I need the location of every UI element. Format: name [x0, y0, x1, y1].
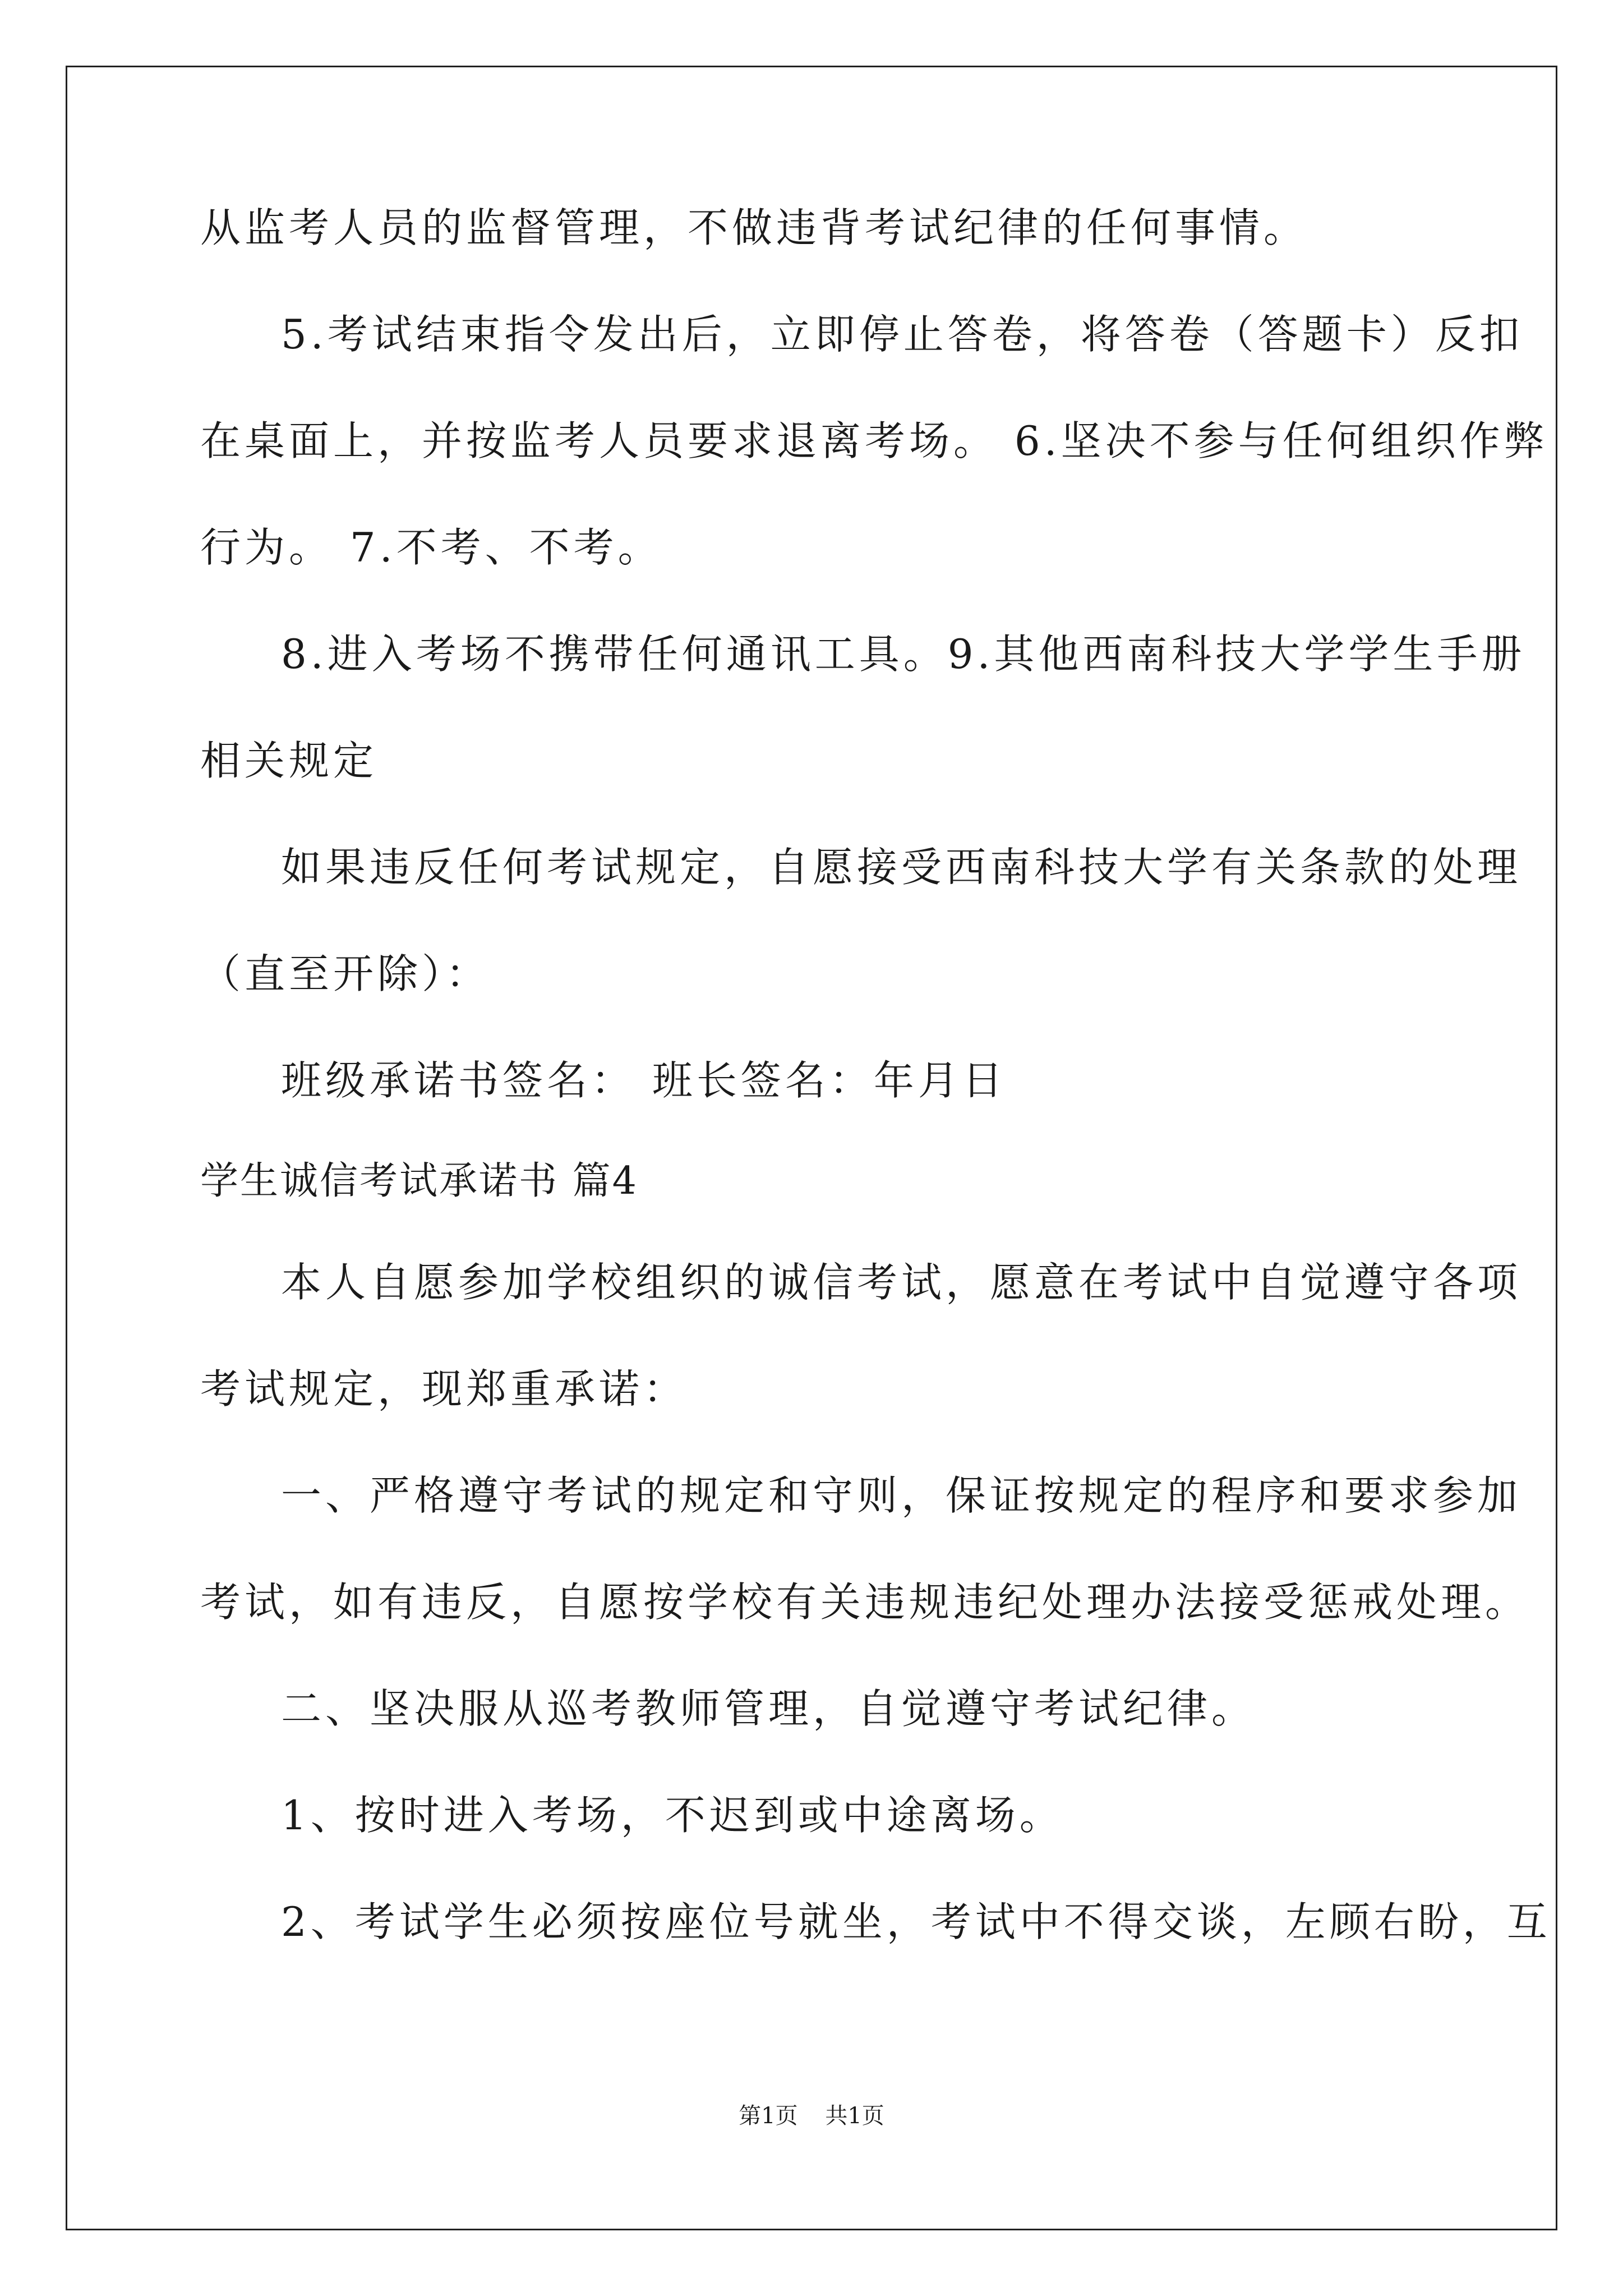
- paragraph-line: 如果违反任何考试规定，自愿接受西南科技大学有关条款的处理: [281, 844, 1522, 891]
- paragraph-line: 考试规定，现郑重承诺：: [200, 1365, 688, 1412]
- signature-line: 班级承诺书签名： 班长签名：年月日: [281, 1057, 1007, 1104]
- paragraph-line: 从监考人员的监督管理，不做违背考试纪律的任何事情。: [200, 204, 1308, 251]
- paragraph-line: 8.进入考场不携带任何通讯工具。9.其他西南科技大学学生手册: [281, 631, 1526, 678]
- page-number-total: 共1页: [825, 2103, 884, 2129]
- paragraph-line: 一、严格遵守考试的规定和守则，保证按规定的程序和要求参加: [281, 1472, 1522, 1519]
- section-heading: 学生诚信考试承诺书 篇4: [200, 1159, 638, 1203]
- paragraph-line: 2、考试学生必须按座位号就坐，考试中不得交谈，左顾右盼，互: [281, 1898, 1551, 1945]
- paragraph-line: （直至开除）：: [200, 950, 491, 997]
- paragraph-line: 在桌面上，并按监考人员要求退离考场。 6.坚决不参与任何组织作弊: [200, 417, 1548, 464]
- paragraph-line: 本人自愿参加学校组织的诚信考试，愿意在考试中自觉遵守各项: [281, 1259, 1522, 1306]
- paragraph-line: 相关规定: [200, 737, 378, 784]
- paragraph-line: 行为。 7.不考、不考。: [200, 524, 662, 571]
- paragraph-line: 考试，如有违反，自愿按学校有关违规违纪处理办法接受惩戒处理。: [200, 1579, 1530, 1626]
- page-number-current: 第1页: [739, 2103, 798, 2129]
- paragraph-line: 二、坚决服从巡考教师管理，自觉遵守考试纪律。: [281, 1685, 1256, 1732]
- paragraph-line: 5.考试结束指令发出后，立即停止答卷，将答卷（答题卡）反扣: [281, 311, 1524, 358]
- paragraph-line: 1、按时进入考场，不迟到或中途离场。: [281, 1792, 1064, 1839]
- page-footer: [0, 2105, 1623, 2127]
